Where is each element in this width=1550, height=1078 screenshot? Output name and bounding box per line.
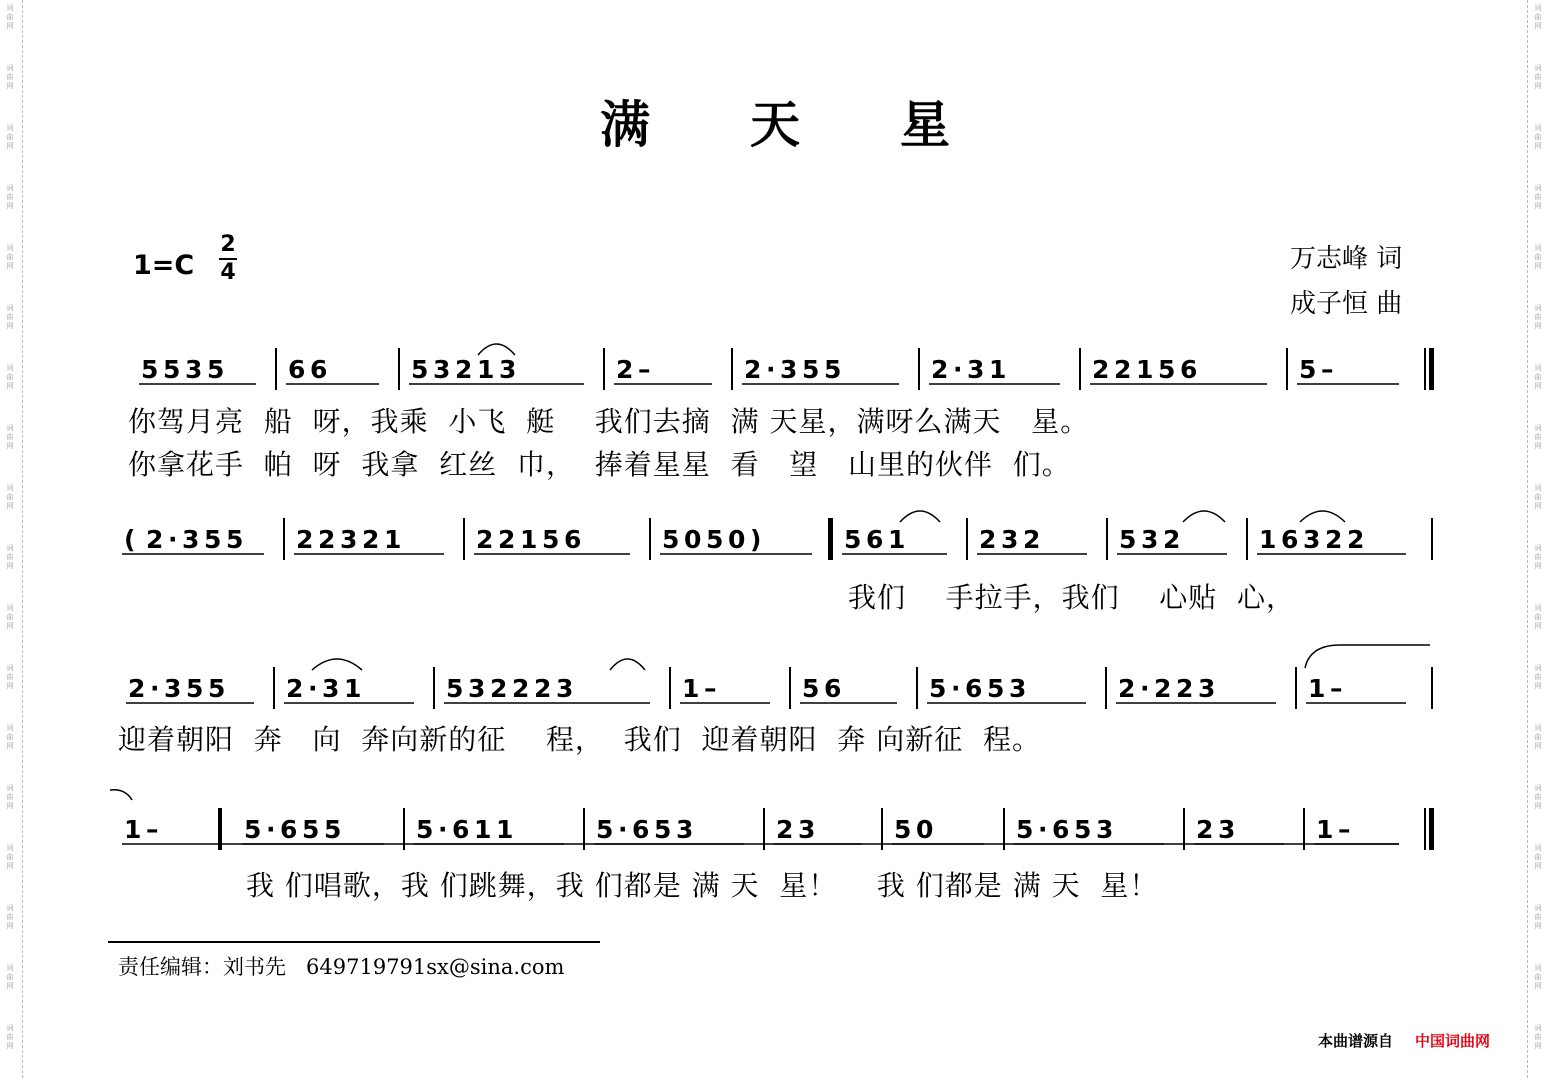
note: 2: [128, 674, 146, 703]
note: 2: [979, 525, 997, 554]
note: 3: [322, 674, 340, 703]
note: 3: [1141, 525, 1159, 554]
note: ·: [766, 355, 776, 384]
key-signature: 1=C: [133, 250, 195, 281]
note: 2: [296, 525, 314, 554]
note: 1: [496, 815, 514, 844]
composer-credit: 成子恒 曲: [1290, 289, 1403, 319]
note: 3: [433, 355, 451, 384]
note: 3: [676, 815, 694, 844]
side-watermark-mark: 词 曲 网: [6, 244, 14, 270]
side-watermark-mark: 词 曲 网: [6, 784, 14, 810]
note: ·: [1038, 815, 1048, 844]
lyric-line-4: 迎着朝阳 奔 向 奔向新的征 程， 我们 迎着朝阳 奔 向新征 程。: [118, 723, 1042, 756]
note: 0: [684, 525, 702, 554]
editor-credit: 责任编辑：刘书先 649719791sx@sina.com: [118, 955, 565, 979]
side-watermark-mark: 词 曲 网: [1534, 364, 1542, 390]
side-watermark-mark: 词 曲 网: [6, 4, 14, 30]
note: 3: [1096, 815, 1114, 844]
note: 2: [1163, 525, 1181, 554]
time-signature-bottom: 4: [220, 260, 236, 285]
lyricist-credit: 万志峰 词: [1290, 244, 1403, 274]
note: ·: [168, 525, 178, 554]
side-watermark-mark: 词 曲 网: [6, 544, 14, 570]
note: 0: [728, 525, 746, 554]
score-title: 满天星: [600, 96, 1050, 154]
note: 2: [1154, 674, 1172, 703]
side-watermark-mark: 词 曲 网: [6, 724, 14, 750]
note: 5: [446, 674, 464, 703]
note: 6: [310, 355, 328, 384]
note: 2: [146, 525, 164, 554]
note: 5: [416, 815, 434, 844]
note: 5: [1119, 525, 1137, 554]
note: 1: [682, 674, 700, 703]
note: 5: [706, 525, 724, 554]
side-watermark-mark: 词 曲 网: [1534, 1024, 1542, 1050]
note: ·: [266, 815, 276, 844]
note: 2: [1176, 674, 1194, 703]
note: 3: [499, 355, 517, 384]
note: 5: [1158, 355, 1176, 384]
side-watermark-mark: 词 曲 网: [6, 124, 14, 150]
note: 5: [208, 674, 226, 703]
note: 2: [512, 674, 530, 703]
side-watermark-mark: 词 曲 网: [6, 64, 14, 90]
note: 5: [163, 355, 181, 384]
side-watermark-mark: 词 曲 网: [6, 844, 14, 870]
note: 1: [1136, 355, 1154, 384]
note: 1: [124, 815, 142, 844]
tie-arc: [1183, 511, 1225, 522]
note: 2: [490, 674, 508, 703]
note: 5: [596, 815, 614, 844]
note: 6: [1281, 525, 1299, 554]
note: 5: [987, 674, 1005, 703]
side-watermark-mark: 词 曲 网: [6, 424, 14, 450]
lyric-line-5: 我 们唱歌，我 们跳舞，我 们都是 满 天 星！ 我 们都是 满 天 星！: [246, 869, 1159, 902]
note: ·: [951, 674, 961, 703]
side-watermark-mark: 词 曲 网: [6, 304, 14, 330]
note: 6: [452, 815, 470, 844]
side-watermark-mark: 词 曲 网: [6, 664, 14, 690]
dash-mark: –: [704, 674, 717, 703]
source-site-link[interactable]: 中国词曲网: [1415, 1032, 1491, 1050]
side-watermark-mark: 词 曲 网: [1534, 64, 1542, 90]
note: 3: [185, 355, 203, 384]
note: 2: [1347, 525, 1365, 554]
side-watermark-mark: 词 曲 网: [1534, 904, 1542, 930]
note: 3: [556, 674, 574, 703]
note: 5: [1074, 815, 1092, 844]
dash-mark: –: [638, 355, 651, 384]
side-watermark-mark: 词 曲 网: [6, 364, 14, 390]
note: 5: [662, 525, 680, 554]
tie-arc: [312, 659, 362, 670]
note: 3: [780, 355, 798, 384]
note: 3: [1009, 674, 1027, 703]
note: ·: [618, 815, 628, 844]
footer-rule: [108, 941, 600, 943]
note: 0: [916, 815, 934, 844]
side-watermark-mark: 词 曲 网: [6, 964, 14, 990]
note: 1: [474, 815, 492, 844]
note: 1: [1316, 815, 1334, 844]
tie-arc: [110, 790, 132, 800]
source-label: 本曲谱源自: [1318, 1032, 1394, 1050]
note: 2: [534, 674, 552, 703]
note: 5: [302, 815, 320, 844]
note: 6: [824, 674, 842, 703]
time-signature-top: 2: [220, 232, 236, 257]
note: 2: [476, 525, 494, 554]
side-watermark-mark: 词 曲 网: [1534, 184, 1542, 210]
note: 3: [798, 815, 816, 844]
note: 6: [1180, 355, 1198, 384]
note: (: [124, 525, 136, 554]
note: 5: [1016, 815, 1034, 844]
final-bar: [1429, 808, 1434, 850]
note: 2: [744, 355, 762, 384]
note: 1: [1308, 674, 1326, 703]
note: ·: [953, 355, 963, 384]
note: 5: [654, 815, 672, 844]
note: 5: [929, 674, 947, 703]
note: 6: [965, 674, 983, 703]
note: 1: [888, 525, 906, 554]
note: 5: [141, 355, 159, 384]
note: 6: [564, 525, 582, 554]
note: 5: [226, 525, 244, 554]
note: 2: [616, 355, 634, 384]
dash-mark: –: [1330, 674, 1343, 703]
side-watermark-mark: 词 曲 网: [1534, 4, 1542, 30]
note: 6: [1052, 815, 1070, 844]
side-watermark-mark: 词 曲 网: [6, 604, 14, 630]
note: 2: [1092, 355, 1110, 384]
side-watermark-mark: 词 曲 网: [6, 484, 14, 510]
note: 3: [468, 674, 486, 703]
note: 2: [1196, 815, 1214, 844]
note: 5: [244, 815, 262, 844]
note: 2: [776, 815, 794, 844]
tie-arc: [1300, 511, 1345, 522]
tie-arc: [900, 511, 940, 522]
source-credit: [1318, 1030, 1490, 1051]
note: 3: [1303, 525, 1321, 554]
note: 5: [324, 815, 342, 844]
note: 3: [1198, 674, 1216, 703]
note: 5: [207, 355, 225, 384]
note: 2: [1118, 674, 1136, 703]
note: 5: [1299, 355, 1317, 384]
side-watermark-mark: 词 曲 网: [1534, 664, 1542, 690]
note: 2: [455, 355, 473, 384]
dash-mark: –: [146, 815, 159, 844]
side-watermark-mark: 词 曲 网: [1534, 964, 1542, 990]
side-watermark-mark: 词 曲 网: [6, 904, 14, 930]
dash-mark: –: [1321, 355, 1334, 384]
side-watermark-mark: 词 曲 网: [1534, 304, 1542, 330]
note: 5: [894, 815, 912, 844]
note: 5: [204, 525, 222, 554]
note: ·: [1140, 674, 1150, 703]
note: 1: [989, 355, 1007, 384]
side-watermark-mark: 词 曲 网: [1534, 724, 1542, 750]
note: 5: [802, 355, 820, 384]
side-watermark-mark: 词 曲 网: [6, 184, 14, 210]
note: 5: [186, 674, 204, 703]
note: 5: [844, 525, 862, 554]
note: 6: [288, 355, 306, 384]
tie-arc: [1305, 645, 1430, 668]
note: 3: [340, 525, 358, 554]
lyric-line-3: 我们 手拉手，我们 心贴 心，: [848, 581, 1296, 614]
note: 2: [286, 674, 304, 703]
note: 6: [632, 815, 650, 844]
note: 3: [967, 355, 985, 384]
side-watermark-mark: 词 曲 网: [1534, 124, 1542, 150]
tie-arc: [610, 659, 645, 670]
tie-arc: [478, 344, 515, 355]
note: 3: [1218, 815, 1236, 844]
note: 2: [498, 525, 516, 554]
side-watermark-mark: 词 曲 网: [1534, 544, 1542, 570]
note: 6: [866, 525, 884, 554]
note: 1: [477, 355, 495, 384]
note: ): [750, 525, 762, 554]
side-watermark-mark: 词 曲 网: [1534, 244, 1542, 270]
final-bar: [1429, 348, 1434, 390]
side-watermark-mark: 词 曲 网: [1534, 484, 1542, 510]
note: 2: [318, 525, 336, 554]
dash-mark: –: [1338, 815, 1351, 844]
note: 2: [1325, 525, 1343, 554]
note: 5: [824, 355, 842, 384]
note: 3: [1001, 525, 1019, 554]
note: 3: [164, 674, 182, 703]
note: 2: [1023, 525, 1041, 554]
note: 1: [520, 525, 538, 554]
note: 1: [384, 525, 402, 554]
note: ·: [308, 674, 318, 703]
note: ·: [438, 815, 448, 844]
side-watermark-mark: 词 曲 网: [1534, 784, 1542, 810]
note: 2: [931, 355, 949, 384]
side-watermark-mark: 词 曲 网: [6, 1024, 14, 1050]
side-watermark-mark: 词 曲 网: [1534, 604, 1542, 630]
lyric-line-2: 你拿花手 帕 呀 我拿 红丝 巾， 捧着星星 看 望 山里的伙伴 们。: [128, 448, 1071, 481]
note: 1: [1259, 525, 1277, 554]
side-watermark-mark: 词 曲 网: [1534, 844, 1542, 870]
note: 2: [362, 525, 380, 554]
lyric-line-1: 你驾月亮 船 呀，我乘 小飞 艇 我们去摘 满 天星，满呀么满天 星。: [128, 405, 1090, 438]
side-watermark-mark: 词 曲 网: [1534, 424, 1542, 450]
note: 1: [344, 674, 362, 703]
note: ·: [150, 674, 160, 703]
note: 5: [411, 355, 429, 384]
note: 2: [1114, 355, 1132, 384]
note: 3: [182, 525, 200, 554]
note: 5: [542, 525, 560, 554]
note: 6: [280, 815, 298, 844]
note: 5: [802, 674, 820, 703]
